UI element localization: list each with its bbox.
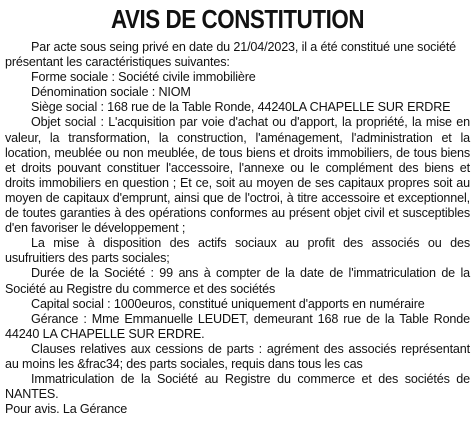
paragraph-intro: Par acte sous seing privé en date du 21/04/2023, il a été constitué une société présentant les caractéristiques suivantes:: [5, 40, 457, 70]
paragraph-legal-form: Forme sociale : Société civile immobilière: [31, 70, 256, 85]
paragraph-duration: Durée de la Société : 99 ans à compter de la date de l'immatriculation de la Société au Registre du commerce et des sociétés: [5, 266, 470, 296]
closing-signature: Pour avis. La Gérance: [5, 402, 128, 417]
paragraph-company-name: Dénomination sociale : NIOM: [31, 85, 191, 100]
paragraph-registration: Immatriculation de la Société au Registre du commerce et des sociétés de NANTES.: [5, 372, 470, 402]
notice-title: AVIS DE CONSTITUTION: [110, 4, 365, 34]
notice-body: [5, 40, 470, 417]
paragraph-asset-provision: La mise à disposition des actifs sociaux au profit des associés ou des usufruitiers des parts sociales;: [5, 236, 470, 266]
paragraph-corporate-purpose: Objet social : L'acquisition par voie d'achat ou d'apport, la propriété, la mise en valeur, la transformation, la construction, l'aménagement, l'administration et la location, meublée ou non meublée, de tous biens et droits immobiliers, de tous biens et droits pouvant constituer l'accessoire, l'annexe ou le complément des biens et droits immobiliers en question ; Et ce, soit au moyen de ses capitaux propres soit au moyen de capitaux d'emprunt, ainsi que de l'octroi, à titre accessoire et exceptionnel, de toutes garanties à des opérations conformes au présent objet civil et susceptibles d'en favoriser le développement ;: [5, 115, 470, 236]
paragraph-share-transfer: Clauses relatives aux cessions de parts : agrément des associés représentant au moins les &frac34; des parts sociales, requis dans tous les cas: [5, 341, 470, 371]
paragraph-management: Gérance : Mme Emmanuelle LEUDET, demeurant 168 rue de la Table Ronde 44240 LA CHAPELLE SUR ERDRE.: [5, 311, 470, 341]
paragraph-registered-office: Siège social : 168 rue de la Table Ronde, 44240LA CHAPELLE SUR ERDRE: [31, 100, 451, 115]
paragraph-share-capital: Capital social : 1000euros, constitué uniquement d'apports en numéraire: [31, 296, 425, 311]
